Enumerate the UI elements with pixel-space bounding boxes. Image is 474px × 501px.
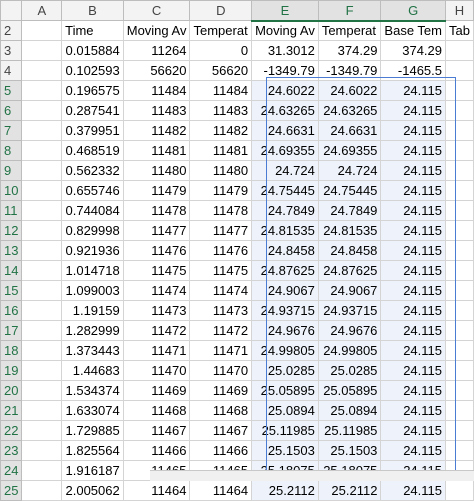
row-header[interactable]: 2 bbox=[1, 21, 22, 41]
cell-g[interactable]: 24.115 bbox=[381, 101, 446, 121]
cell-d[interactable]: 11466 bbox=[190, 441, 252, 461]
cell-a[interactable] bbox=[22, 461, 62, 481]
cell-f[interactable]: 24.99805 bbox=[318, 341, 381, 361]
cell-h[interactable] bbox=[446, 181, 474, 201]
cell-a[interactable] bbox=[22, 481, 62, 501]
cell-h[interactable] bbox=[446, 101, 474, 121]
cell-c[interactable]: 11478 bbox=[123, 201, 190, 221]
cell-b[interactable]: 0.829998 bbox=[62, 221, 124, 241]
cell-a[interactable] bbox=[22, 181, 62, 201]
cell-b[interactable]: 1.44683 bbox=[62, 361, 124, 381]
column-header-a[interactable]: A bbox=[22, 1, 62, 21]
cell-e[interactable]: 24.63265 bbox=[252, 101, 319, 121]
cell-e[interactable]: 24.8458 bbox=[252, 241, 319, 261]
cell-d[interactable]: 0 bbox=[190, 41, 252, 61]
cell-g[interactable]: 24.115 bbox=[381, 201, 446, 221]
cell-h[interactable] bbox=[446, 121, 474, 141]
cell-a[interactable] bbox=[22, 381, 62, 401]
column-header-c[interactable]: C bbox=[123, 1, 190, 21]
cell-h[interactable] bbox=[446, 361, 474, 381]
cell-c[interactable]: 11474 bbox=[123, 281, 190, 301]
cell-e[interactable]: 24.93715 bbox=[252, 301, 319, 321]
column-header-b[interactable]: B bbox=[62, 1, 124, 21]
cell-a[interactable] bbox=[22, 301, 62, 321]
cell-g[interactable]: 24.115 bbox=[381, 341, 446, 361]
row-header[interactable]: 16 bbox=[1, 301, 22, 321]
cell-c[interactable]: 11479 bbox=[123, 181, 190, 201]
cell-f[interactable]: 24.7849 bbox=[318, 201, 381, 221]
cell-e[interactable]: Moving Av bbox=[252, 21, 319, 41]
sheet-row bbox=[1, 181, 474, 201]
cell-f[interactable]: 24.69355 bbox=[318, 141, 381, 161]
cell-b[interactable]: 0.562332 bbox=[62, 161, 124, 181]
cell-d[interactable]: 11480 bbox=[190, 161, 252, 181]
cell-e[interactable]: 25.1503 bbox=[252, 441, 319, 461]
cell-d[interactable]: 11479 bbox=[190, 181, 252, 201]
row-header[interactable]: 23 bbox=[1, 441, 22, 461]
column-header-h[interactable]: H bbox=[446, 1, 474, 21]
cell-d[interactable]: 11477 bbox=[190, 221, 252, 241]
cell-h[interactable] bbox=[446, 241, 474, 261]
cell-a[interactable] bbox=[22, 221, 62, 241]
cell-f[interactable]: 25.1503 bbox=[318, 441, 381, 461]
cell-a[interactable] bbox=[22, 81, 62, 101]
cell-e[interactable]: 25.05895 bbox=[252, 381, 319, 401]
cell-d[interactable]: 11484 bbox=[190, 81, 252, 101]
row-header[interactable]: 25 bbox=[1, 481, 22, 501]
cell-a[interactable] bbox=[22, 201, 62, 221]
cell-d[interactable]: 11469 bbox=[190, 381, 252, 401]
cell-d[interactable]: 11475 bbox=[190, 261, 252, 281]
cell-f[interactable]: 25.2112 bbox=[318, 481, 381, 501]
cell-f[interactable]: 374.29 bbox=[318, 41, 381, 61]
cell-d[interactable]: 11474 bbox=[190, 281, 252, 301]
cell-g[interactable]: 24.115 bbox=[381, 261, 446, 281]
cell-d[interactable]: 56620 bbox=[190, 61, 252, 81]
cell-c[interactable]: 11482 bbox=[123, 121, 190, 141]
cell-b[interactable]: 0.102593 bbox=[62, 61, 124, 81]
cell-b[interactable]: 2.005062 bbox=[62, 481, 124, 501]
cell-a[interactable] bbox=[22, 61, 62, 81]
cell-f[interactable]: 24.9067 bbox=[318, 281, 381, 301]
sheet-row bbox=[1, 381, 474, 401]
cell-h[interactable] bbox=[446, 421, 474, 441]
cell-g[interactable]: 24.115 bbox=[381, 441, 446, 461]
cell-c[interactable]: 56620 bbox=[123, 61, 190, 81]
row-header[interactable]: 10 bbox=[1, 181, 22, 201]
cell-b[interactable]: 1.099003 bbox=[62, 281, 124, 301]
row-header[interactable]: 4 bbox=[1, 61, 22, 81]
cell-b[interactable]: 1.729885 bbox=[62, 421, 124, 441]
cell-b[interactable]: 0.287541 bbox=[62, 101, 124, 121]
cell-b[interactable]: 0.015884 bbox=[62, 41, 124, 61]
cell-e[interactable]: 25.0894 bbox=[252, 401, 319, 421]
cell-e[interactable]: 31.3012 bbox=[252, 41, 319, 61]
cell-c[interactable]: 11469 bbox=[123, 381, 190, 401]
cell-e[interactable]: 24.6631 bbox=[252, 121, 319, 141]
sheet-row bbox=[1, 121, 474, 141]
sheet-row bbox=[1, 361, 474, 381]
select-all-corner[interactable] bbox=[1, 1, 22, 21]
cell-h[interactable] bbox=[446, 321, 474, 341]
cell-a[interactable] bbox=[22, 281, 62, 301]
sheet-row bbox=[1, 441, 474, 461]
column-header-g[interactable]: G bbox=[381, 1, 446, 21]
cell-d[interactable]: 11478 bbox=[190, 201, 252, 221]
cell-h[interactable] bbox=[446, 441, 474, 461]
cell-c[interactable]: 11471 bbox=[123, 341, 190, 361]
cell-f[interactable]: 25.11985 bbox=[318, 421, 381, 441]
cell-h[interactable] bbox=[446, 281, 474, 301]
cell-b[interactable]: 0.744084 bbox=[62, 201, 124, 221]
cell-a[interactable] bbox=[22, 401, 62, 421]
column-header-e[interactable]: E bbox=[252, 1, 319, 21]
cell-b[interactable]: 1.19159 bbox=[62, 301, 124, 321]
cell-b[interactable]: 1.373443 bbox=[62, 341, 124, 361]
cell-h[interactable]: Tab bbox=[446, 21, 474, 41]
cell-g[interactable]: 24.115 bbox=[381, 141, 446, 161]
cell-h[interactable] bbox=[446, 261, 474, 281]
cell-a[interactable] bbox=[22, 421, 62, 441]
cell-g[interactable]: 24.115 bbox=[381, 421, 446, 441]
sheet-row bbox=[1, 61, 474, 81]
cell-c[interactable]: 11475 bbox=[123, 261, 190, 281]
sheet-row bbox=[1, 481, 474, 501]
sheet-row bbox=[1, 141, 474, 161]
cell-g[interactable]: 24.115 bbox=[381, 321, 446, 341]
cell-c[interactable]: 11464 bbox=[123, 481, 190, 501]
cell-h[interactable] bbox=[446, 201, 474, 221]
cell-c[interactable]: Moving Av bbox=[123, 21, 190, 41]
cell-h[interactable] bbox=[446, 481, 474, 501]
cell-d[interactable]: 11468 bbox=[190, 401, 252, 421]
cell-b[interactable]: 0.655746 bbox=[62, 181, 124, 201]
sheet-row bbox=[1, 301, 474, 321]
cell-h[interactable] bbox=[446, 381, 474, 401]
cell-c[interactable]: 11264 bbox=[123, 41, 190, 61]
cell-b[interactable]: 0.196575 bbox=[62, 81, 124, 101]
cell-b[interactable]: 1.014718 bbox=[62, 261, 124, 281]
sheet-row bbox=[1, 221, 474, 241]
cell-e[interactable]: 24.6022 bbox=[252, 81, 319, 101]
sheet-row bbox=[1, 21, 474, 41]
sheet-row bbox=[1, 81, 474, 101]
cell-e[interactable]: 24.724 bbox=[252, 161, 319, 181]
row-header[interactable]: 8 bbox=[1, 141, 22, 161]
cell-a[interactable] bbox=[22, 341, 62, 361]
cell-f[interactable]: 24.87625 bbox=[318, 261, 381, 281]
row-header[interactable]: 21 bbox=[1, 401, 22, 421]
cell-d[interactable]: 11473 bbox=[190, 301, 252, 321]
cell-a[interactable] bbox=[22, 241, 62, 261]
cell-f[interactable]: 25.0894 bbox=[318, 401, 381, 421]
sheet-row bbox=[1, 161, 474, 181]
cell-c[interactable]: 11472 bbox=[123, 321, 190, 341]
cell-h[interactable] bbox=[446, 301, 474, 321]
row-header[interactable]: 13 bbox=[1, 241, 22, 261]
cell-e[interactable]: 24.87625 bbox=[252, 261, 319, 281]
cell-f[interactable]: 24.93715 bbox=[318, 301, 381, 321]
cell-g[interactable]: 24.115 bbox=[381, 161, 446, 181]
cell-d[interactable]: 11467 bbox=[190, 421, 252, 441]
cell-e[interactable]: 24.99805 bbox=[252, 341, 319, 361]
sheet-row bbox=[1, 201, 474, 221]
cell-f[interactable]: 24.6022 bbox=[318, 81, 381, 101]
cell-b[interactable]: 0.921936 bbox=[62, 241, 124, 261]
cell-e[interactable]: 24.69355 bbox=[252, 141, 319, 161]
cell-a[interactable] bbox=[22, 161, 62, 181]
cell-f[interactable]: 24.8458 bbox=[318, 241, 381, 261]
cell-h[interactable] bbox=[446, 61, 474, 81]
row-header[interactable]: 22 bbox=[1, 421, 22, 441]
cell-h[interactable] bbox=[446, 221, 474, 241]
cell-e[interactable]: 25.11985 bbox=[252, 421, 319, 441]
sheet-row bbox=[1, 41, 474, 61]
horizontal-scrollbar[interactable] bbox=[150, 470, 474, 481]
cell-h[interactable] bbox=[446, 141, 474, 161]
cell-c[interactable]: 11481 bbox=[123, 141, 190, 161]
cell-a[interactable] bbox=[22, 41, 62, 61]
row-header[interactable]: 12 bbox=[1, 221, 22, 241]
cell-c[interactable]: 11467 bbox=[123, 421, 190, 441]
row-header[interactable]: 14 bbox=[1, 261, 22, 281]
cell-h[interactable] bbox=[446, 41, 474, 61]
cell-e[interactable]: 25.0285 bbox=[252, 361, 319, 381]
cell-d[interactable]: 11482 bbox=[190, 121, 252, 141]
sheet-row bbox=[1, 321, 474, 341]
cell-d[interactable]: Temperat bbox=[190, 21, 252, 41]
cell-c[interactable]: 11468 bbox=[123, 401, 190, 421]
cell-g[interactable]: 24.115 bbox=[381, 401, 446, 421]
cell-b[interactable]: 1.534374 bbox=[62, 381, 124, 401]
cell-c[interactable]: 11470 bbox=[123, 361, 190, 381]
cell-h[interactable] bbox=[446, 401, 474, 421]
cell-f[interactable]: 24.81535 bbox=[318, 221, 381, 241]
cell-a[interactable] bbox=[22, 101, 62, 121]
cell-g[interactable]: 24.115 bbox=[381, 181, 446, 201]
cell-a[interactable] bbox=[22, 321, 62, 341]
cell-d[interactable]: 11483 bbox=[190, 101, 252, 121]
cell-f[interactable]: 24.724 bbox=[318, 161, 381, 181]
cell-g[interactable]: 24.115 bbox=[381, 221, 446, 241]
row-header[interactable]: 6 bbox=[1, 101, 22, 121]
row-header[interactable]: 3 bbox=[1, 41, 22, 61]
cell-c[interactable]: 11484 bbox=[123, 81, 190, 101]
cell-d[interactable]: 11481 bbox=[190, 141, 252, 161]
cell-f[interactable]: 24.75445 bbox=[318, 181, 381, 201]
cell-f[interactable]: Temperat bbox=[318, 21, 381, 41]
cell-b[interactable]: 0.468519 bbox=[62, 141, 124, 161]
cell-e[interactable]: 25.2112 bbox=[252, 481, 319, 501]
cell-g[interactable]: 374.29 bbox=[381, 41, 446, 61]
row-header[interactable]: 17 bbox=[1, 321, 22, 341]
sheet-row bbox=[1, 241, 474, 261]
cell-d[interactable]: 11464 bbox=[190, 481, 252, 501]
cell-e[interactable]: 24.9676 bbox=[252, 321, 319, 341]
cell-e[interactable]: -1349.79 bbox=[252, 61, 319, 81]
cell-f[interactable]: 24.9676 bbox=[318, 321, 381, 341]
cell-e[interactable]: 24.75445 bbox=[252, 181, 319, 201]
cell-e[interactable]: 24.81535 bbox=[252, 221, 319, 241]
cell-a[interactable] bbox=[22, 121, 62, 141]
cell-g[interactable]: 24.115 bbox=[381, 121, 446, 141]
cell-c[interactable]: 11476 bbox=[123, 241, 190, 261]
column-header-d[interactable]: D bbox=[190, 1, 252, 21]
cell-g[interactable]: 24.115 bbox=[381, 301, 446, 321]
cell-c[interactable]: 11473 bbox=[123, 301, 190, 321]
column-header-row bbox=[1, 1, 474, 21]
row-header[interactable]: 15 bbox=[1, 281, 22, 301]
sheet-row bbox=[1, 421, 474, 441]
row-header[interactable]: 20 bbox=[1, 381, 22, 401]
cell-g[interactable]: 24.115 bbox=[381, 81, 446, 101]
cell-b[interactable]: 1.282999 bbox=[62, 321, 124, 341]
cell-b[interactable]: 0.379951 bbox=[62, 121, 124, 141]
sheet-row bbox=[1, 101, 474, 121]
cell-b[interactable]: Time bbox=[62, 21, 124, 41]
cell-e[interactable]: 24.7849 bbox=[252, 201, 319, 221]
cell-c[interactable]: 11480 bbox=[123, 161, 190, 181]
column-header-f[interactable]: F bbox=[318, 1, 381, 21]
cell-c[interactable]: 11483 bbox=[123, 101, 190, 121]
cell-a[interactable] bbox=[22, 141, 62, 161]
cell-c[interactable]: 11477 bbox=[123, 221, 190, 241]
row-header[interactable]: 5 bbox=[1, 81, 22, 101]
cell-b[interactable]: 1.633074 bbox=[62, 401, 124, 421]
sheet-row bbox=[1, 401, 474, 421]
cell-g[interactable]: 24.115 bbox=[381, 361, 446, 381]
row-header[interactable]: 9 bbox=[1, 161, 22, 181]
cell-a[interactable] bbox=[22, 261, 62, 281]
row-header[interactable]: 24 bbox=[1, 461, 22, 481]
row-header[interactable]: 19 bbox=[1, 361, 22, 381]
cell-h[interactable] bbox=[446, 161, 474, 181]
sheet-row bbox=[1, 261, 474, 281]
sheet-row bbox=[1, 341, 474, 361]
cell-b[interactable]: 1.825564 bbox=[62, 441, 124, 461]
cell-f[interactable]: 25.05895 bbox=[318, 381, 381, 401]
cell-g[interactable]: -1465.5 bbox=[381, 61, 446, 81]
cell-g[interactable]: Base Tem bbox=[381, 21, 446, 41]
cell-c[interactable]: 11466 bbox=[123, 441, 190, 461]
cell-f[interactable]: 25.0285 bbox=[318, 361, 381, 381]
cell-g[interactable]: 24.115 bbox=[381, 241, 446, 261]
row-header[interactable]: 11 bbox=[1, 201, 22, 221]
row-header[interactable]: 18 bbox=[1, 341, 22, 361]
cell-d[interactable]: 11476 bbox=[190, 241, 252, 261]
cell-f[interactable]: 24.63265 bbox=[318, 101, 381, 121]
cell-a[interactable] bbox=[22, 441, 62, 461]
cell-a[interactable] bbox=[22, 361, 62, 381]
cell-d[interactable]: 11471 bbox=[190, 341, 252, 361]
cell-d[interactable]: 11472 bbox=[190, 321, 252, 341]
cell-g[interactable]: 24.115 bbox=[381, 281, 446, 301]
cell-h[interactable] bbox=[446, 81, 474, 101]
cell-h[interactable] bbox=[446, 341, 474, 361]
cell-a[interactable] bbox=[22, 21, 62, 41]
row-header[interactable]: 7 bbox=[1, 121, 22, 141]
cell-e[interactable]: 24.9067 bbox=[252, 281, 319, 301]
cell-f[interactable]: 24.6631 bbox=[318, 121, 381, 141]
cell-b[interactable]: 1.916187 bbox=[62, 461, 124, 481]
sheet-row bbox=[1, 281, 474, 301]
cell-g[interactable]: 24.115 bbox=[381, 481, 446, 501]
cell-f[interactable]: -1349.79 bbox=[318, 61, 381, 81]
cell-g[interactable]: 24.115 bbox=[381, 381, 446, 401]
cell-d[interactable]: 11470 bbox=[190, 361, 252, 381]
